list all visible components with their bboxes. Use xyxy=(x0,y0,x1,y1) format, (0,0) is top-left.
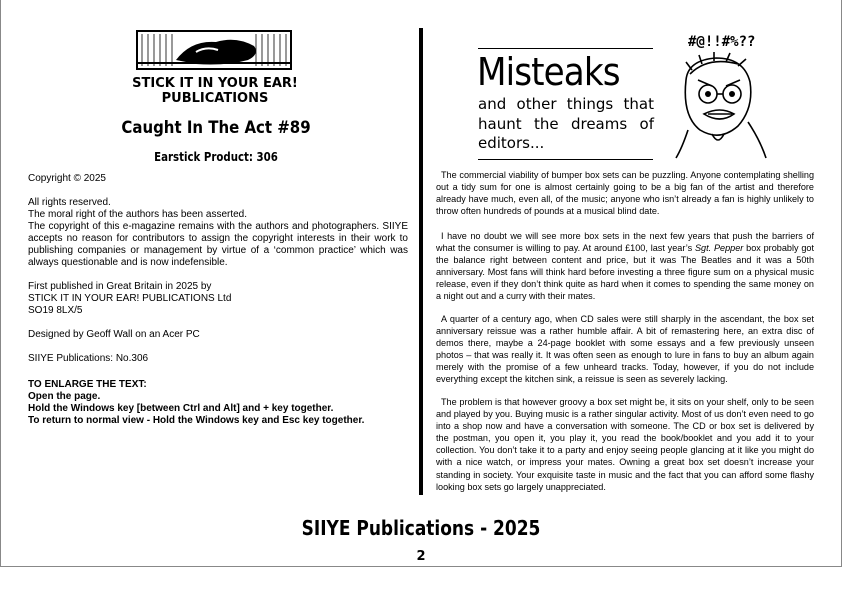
publication-block xyxy=(28,281,408,317)
paragraph-2-start: I have no doubt we will see more box sets in the next few years that push the barriers of what the consumer is willing to pay. At around £100, last year’s xyxy=(436,231,814,254)
designed-by-line: Designed by Geoff Wall on an Acer PC xyxy=(28,329,200,340)
sgt-pepper-title: Sgt. Pepper xyxy=(694,243,744,254)
copyright-block xyxy=(28,173,408,185)
paragraph-1-text: The commercial viability of bumper box sets can be puzzling. Anyone contemplating shelling out a tidy sum for one is almost certainly going to be a big fan of the artist and therefore already have much, even all, of the music; anyone who isn’t already a fan is highly unlikely to throw often hundreds of pounds at a musical blind date. xyxy=(436,170,814,217)
enlarge-instructions xyxy=(28,379,408,427)
article-paragraph-3 xyxy=(436,313,814,386)
masthead-bottom-rule xyxy=(478,159,653,160)
article-paragraph-1 xyxy=(436,169,814,217)
enlarge-step-3: To return to normal view - Hold the Windows key and Esc key together. xyxy=(28,415,365,426)
pub-number-block xyxy=(28,353,408,365)
article-paragraph-4 xyxy=(436,396,814,493)
publisher-ltd-line: STICK IT IN YOUR EAR! PUBLICATIONS Ltd xyxy=(28,293,232,304)
article-paragraph-2 xyxy=(436,230,814,303)
masthead-title: Misteaks xyxy=(477,50,620,94)
publisher-line-1: STICK IT IN YOUR EAR! xyxy=(132,76,298,91)
publisher-line-2: PUBLICATIONS xyxy=(161,91,269,106)
issue-title: Caught In The Act #89 xyxy=(121,118,311,138)
pub-number-line: SIIYE Publications: No.306 xyxy=(28,353,149,364)
moral-right-line: The moral right of the authors has been asserted. xyxy=(28,209,248,220)
ear-logo-image xyxy=(136,30,292,70)
page-number: 2 xyxy=(416,549,426,564)
paragraph-2-end: box probably got the balance right between content and price, but it was The Beatles and it was a 50th anniversary. Most fans will think hard before investing a three figure sum on a physical music release, even if they don’t think quite as hard when it comes to spending the same money on a night out and a curry with their mates. xyxy=(436,243,814,302)
cartoon-caption: #@!!#%?? xyxy=(688,34,756,50)
copyright-line: Copyright © 2025 xyxy=(28,173,106,184)
designer-block xyxy=(28,329,408,341)
enlarge-heading: TO ENLARGE THE TEXT: xyxy=(28,379,147,390)
first-published-line: First published in Great Britain in 2025 by xyxy=(28,281,212,292)
column-divider xyxy=(419,28,423,495)
paragraph-2-text xyxy=(436,230,814,303)
enlarge-step-1: Open the page. xyxy=(28,391,101,402)
copyright-paragraph: The copyright of this e-magazine remains with the authors and photographers. SIIYE accepts no reason for contributors to assign the copyright interests in their work to publishing companies or management by virtue of a ‘common practice’ which was always questionable and is now indefensible. xyxy=(28,221,408,268)
product-number: Earstick Product: 306 xyxy=(154,150,278,164)
rights-line: All rights reserved. xyxy=(28,197,111,208)
editor-caricature-image xyxy=(668,30,774,160)
publisher-name xyxy=(120,76,310,106)
paragraph-4-text: The problem is that however groovy a box set might be, it sits on your shelf, only to be seen and played by you. Buying music is a rather singular activity. Most of us don’t even need to go into a shop now and have a conversation with someone. The CD or box set is delivered by the postman, you open it, you play it, you read the book/booklet and you add it to your collection. You don’t take it to a party and enjoy seeing people glancing at it like you might do with a nice watch, or impress your mates. Owning a great box set doesn’t increase your standing in society. Your exquisite taste in music and the fact that you can afford some flashy looking box sets go largely unappreciated. xyxy=(436,397,814,492)
masthead-top-rule xyxy=(478,48,653,49)
postcode-line: SO19 8LX/5 xyxy=(28,305,83,316)
rights-block xyxy=(28,197,408,269)
paragraph-3-text: A quarter of a century ago, when CD sales were still sharply in the ascendant, the box set anniversary reissue was a rather humble affair. A bit of remastering here, an extra disc of demos there, maybe a 24-page booklet with some essays and a few previously unseen photos – that was really it. It was often seen as enough to lure in fans to buy an album again merely with the promise of a few unheard tracks. Today, however, if you do not include everything except the kitchen sink, a reissue is seen as severely lacking. xyxy=(436,314,814,385)
footer-title: SIIYE Publications - 2025 xyxy=(301,516,541,540)
masthead-subtitle: and other things that haunt the dreams of editors... xyxy=(478,95,654,152)
enlarge-step-2: Hold the Windows key [between Ctrl and Alt] and + key together. xyxy=(28,403,334,414)
